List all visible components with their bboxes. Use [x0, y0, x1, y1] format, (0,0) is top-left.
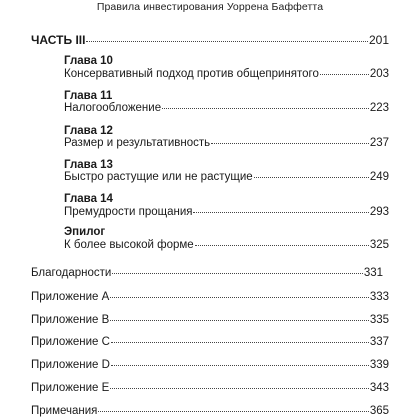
dot-leader: [320, 74, 369, 75]
dot-leader: [110, 297, 368, 298]
page-number: 337: [369, 336, 389, 348]
page-number: 293: [369, 206, 389, 218]
chapter-title: Консервативный подход против общепринятого: [64, 68, 319, 80]
page-number: 333: [369, 291, 389, 303]
toc-entry-chapter-14[interactable]: [64, 206, 389, 218]
page-number: 203: [369, 68, 389, 80]
dot-leader: [111, 365, 369, 366]
toc-entry-appendix-c[interactable]: [31, 336, 389, 348]
dot-leader: [110, 320, 368, 321]
toc-part-heading[interactable]: [31, 33, 389, 47]
dot-leader: [86, 41, 368, 42]
page-number: 325: [369, 239, 389, 251]
page-number: 339: [369, 359, 389, 371]
dot-leader: [195, 245, 369, 246]
page-number: 365: [369, 405, 389, 417]
page-number: 223: [369, 102, 389, 114]
dot-leader: [162, 108, 369, 109]
chapter-label: Глава 10: [64, 55, 113, 67]
chapter-title: Налогообложение: [64, 102, 162, 114]
entry-title: Приложение D: [31, 359, 110, 371]
page-number: 201: [368, 33, 389, 47]
toc-entry-appendix-e[interactable]: [31, 382, 389, 394]
page-number: 335: [369, 314, 389, 326]
dot-leader: [211, 143, 369, 144]
toc-entry-chapter-13[interactable]: [64, 171, 389, 183]
running-head: Правила инвестирования Уоррена Баффетта: [96, 1, 324, 13]
toc-entry-appendix-a[interactable]: [31, 291, 389, 303]
entry-title: Приложение E: [31, 382, 110, 394]
toc-entry-chapter-12[interactable]: [64, 137, 389, 149]
toc-entry-epilogue[interactable]: [64, 239, 389, 251]
chapter-label: Эпилог: [64, 226, 106, 238]
dot-leader: [254, 177, 369, 178]
chapter-label: Глава 11: [64, 90, 113, 102]
entry-title: Приложение B: [31, 314, 110, 326]
dot-leader: [111, 342, 369, 343]
chapter-title: Премудрости прощания: [64, 206, 193, 218]
page-number: 249: [369, 171, 389, 183]
page-number: 331: [363, 267, 383, 279]
chapter-label: Глава 13: [64, 159, 113, 171]
entry-title: Примечания: [31, 405, 98, 417]
chapter-title: К более высокой форме: [64, 239, 194, 251]
part-title: ЧАСТЬ III: [31, 33, 86, 47]
dot-leader: [110, 388, 368, 389]
toc-entry-chapter-11[interactable]: [64, 102, 389, 114]
page-number: 237: [369, 137, 389, 149]
chapter-label: Глава 12: [64, 125, 113, 137]
chapter-title: Размер и результативность: [64, 137, 211, 149]
chapter-label: Глава 14: [64, 193, 113, 205]
entry-title: Приложение C: [31, 336, 110, 348]
entry-title: Благодарности: [31, 267, 112, 279]
dot-leader: [98, 411, 368, 412]
toc-entry-appendix-b[interactable]: [31, 314, 389, 326]
entry-title: Приложение A: [31, 291, 110, 303]
page-number: 343: [369, 382, 389, 394]
dot-leader: [193, 212, 368, 213]
toc-entry-notes[interactable]: [31, 405, 389, 417]
toc-entry-appendix-d[interactable]: [31, 359, 389, 371]
dot-leader: [112, 273, 363, 274]
chapter-title: Быстро растущие или не растущие: [64, 171, 253, 183]
toc-entry-chapter-10[interactable]: [64, 68, 389, 80]
toc-entry-acknowledgements[interactable]: [31, 267, 383, 279]
